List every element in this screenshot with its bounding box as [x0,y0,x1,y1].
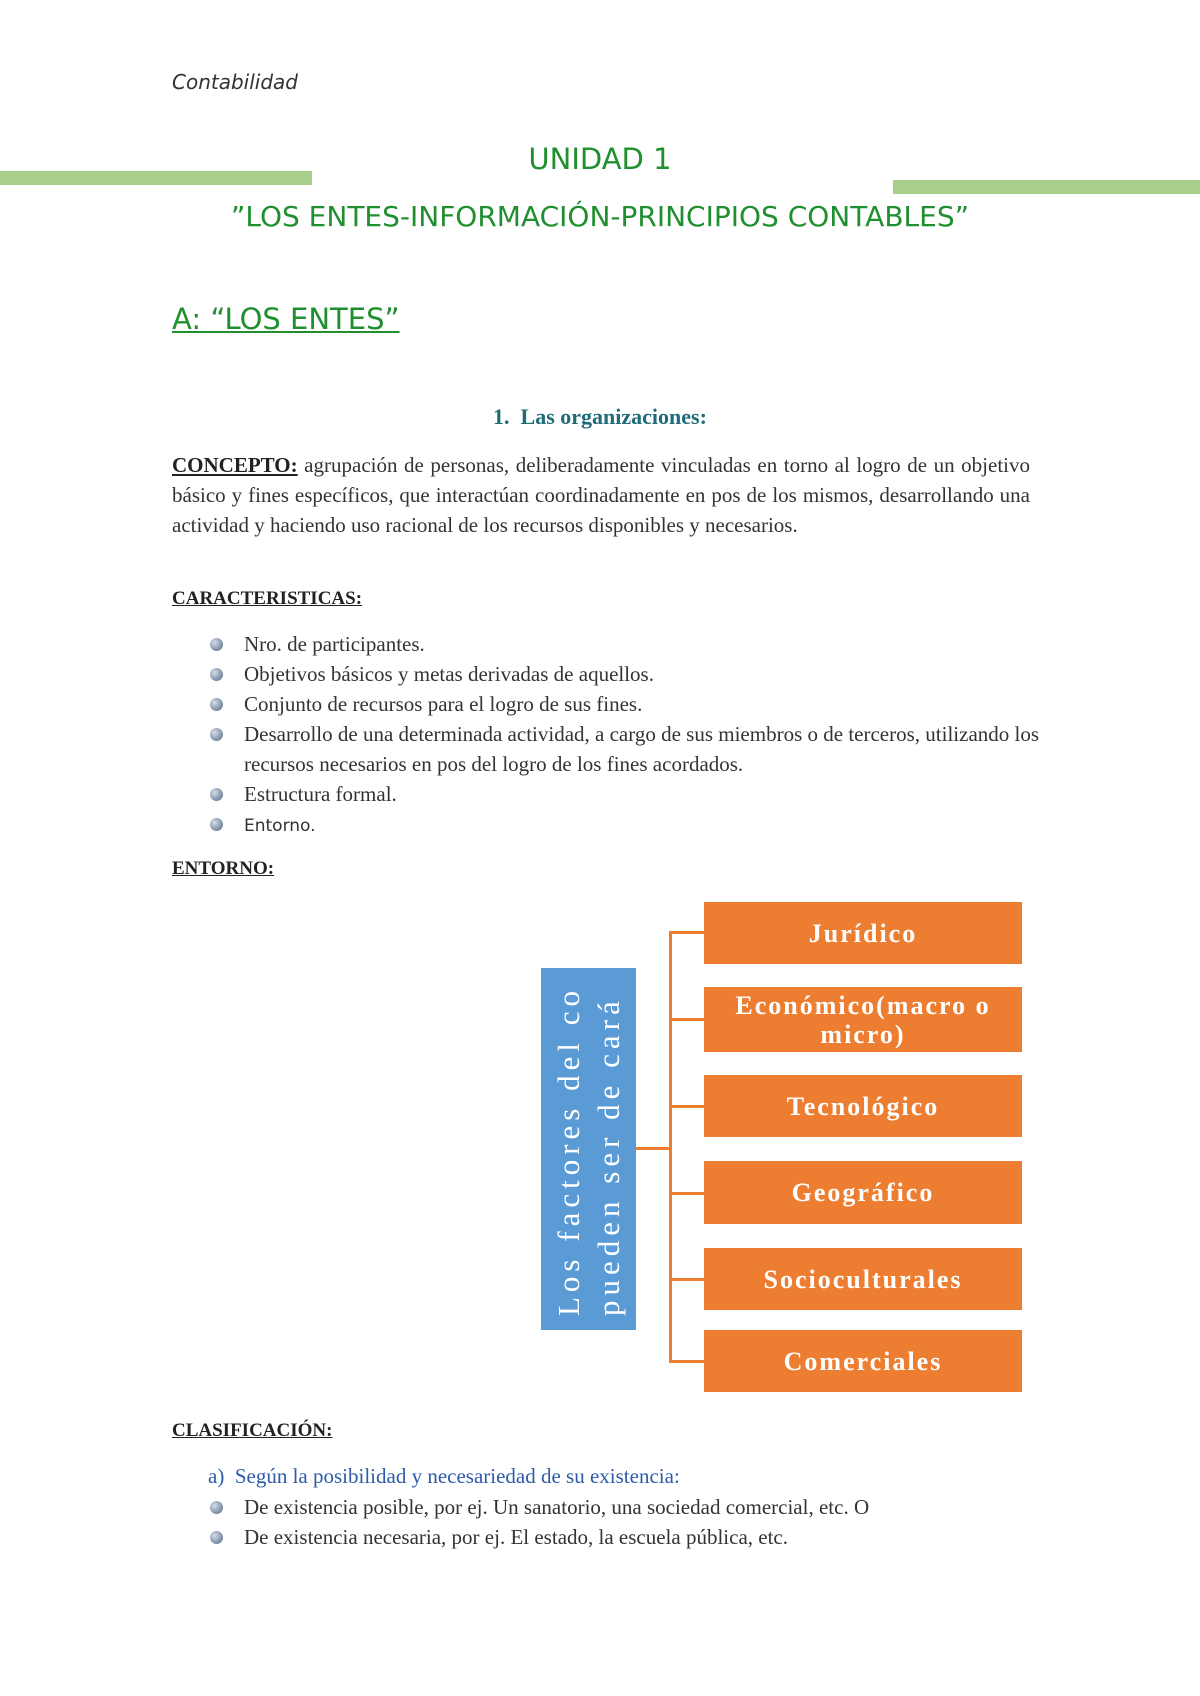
list-item: De existencia necesaria, por ej. El estado, la escuela pública, etc. [210,1522,1040,1552]
entorno-label: ENTORNO: [172,858,275,879]
list-item: Conjunto de recursos para el logro de sus fines. [210,689,1040,719]
list-item: Objetivos básicos y metas derivadas de aquellos. [210,659,1040,689]
concepto-paragraph [172,450,1030,540]
diagram-main-box [541,968,636,1330]
factor-box-economico: Económico(macro o micro) [704,987,1022,1052]
unit-subtitle: ”LOS ENTES-INFORMACIÓN-PRINCIPIOS CONTABLES” [230,200,970,233]
list-item: De existencia posible, por ej. Un sanatorio, una sociedad comercial, etc. O [210,1492,1040,1522]
document-header: Contabilidad [172,70,298,94]
diagram-main-text: Los factores del co pueden ser de cará [550,986,626,1316]
bullet-icon [210,1531,223,1544]
diagram-connector [669,1360,704,1363]
bullet-icon [210,1501,223,1514]
diagram-connector [636,1147,670,1150]
factor-box-socioculturales: Socioculturales [704,1248,1022,1310]
caracteristicas-list [210,629,1040,841]
clasificacion-sub-marker: a) [208,1464,225,1488]
bullet-icon [210,668,223,681]
subsection-number: 1. [493,404,510,429]
diagram-connector [669,931,672,1361]
subsection-title: Las organizaciones: [520,404,707,429]
diagram-connector [669,1278,704,1281]
list-item: Nro. de participantes. [210,629,1040,659]
diagram-connector [669,1105,704,1108]
unit-title: UNIDAD 1 [528,142,672,176]
list-item: Desarrollo de una determinada actividad, a cargo de sus miembros o de terceros, utilizando los recursos necesarios en pos del logro de los fines acordados. [210,719,1040,779]
diagram-connector [669,1192,704,1195]
section-title: A: “LOS ENTES” [172,302,400,336]
diagram-connector [669,931,704,934]
clasificacion-sub-title: Según la posibilidad y necesariedad de su existencia: [234,1464,680,1488]
bullet-icon [210,638,223,651]
concepto-text: agrupación de personas, deliberadamente vinculadas en torno al logro de un objetivo básico y fines específicos, que interactúan coordinadamente en pos de los mismos, desarrollando una actividad y haciendo uso racional de los recursos disponibles y necesarios. [172,453,1030,537]
factor-box-geografico: Geográfico [704,1161,1022,1224]
clasificacion-subheading [208,1464,680,1489]
factor-box-tecnologico: Tecnológico [704,1075,1022,1137]
list-item: Entorno. [210,809,1040,841]
factor-box-juridico: Jurídico [704,902,1022,964]
list-item: Estructura formal. [210,779,1040,809]
factor-box-comerciales: Comerciales [704,1330,1022,1392]
caracteristicas-label: CARACTERISTICAS: [172,588,363,609]
diagram-connector [669,1018,704,1021]
clasificacion-list [210,1492,1040,1552]
bullet-icon [210,728,223,741]
clasificacion-label: CLASIFICACIÓN: [172,1420,333,1441]
decorative-bar-right [893,180,1200,194]
bullet-icon [210,788,223,801]
subsection-heading [0,404,1200,430]
concepto-label: CONCEPTO: [172,453,298,477]
bullet-icon [210,818,223,831]
bullet-icon [210,698,223,711]
